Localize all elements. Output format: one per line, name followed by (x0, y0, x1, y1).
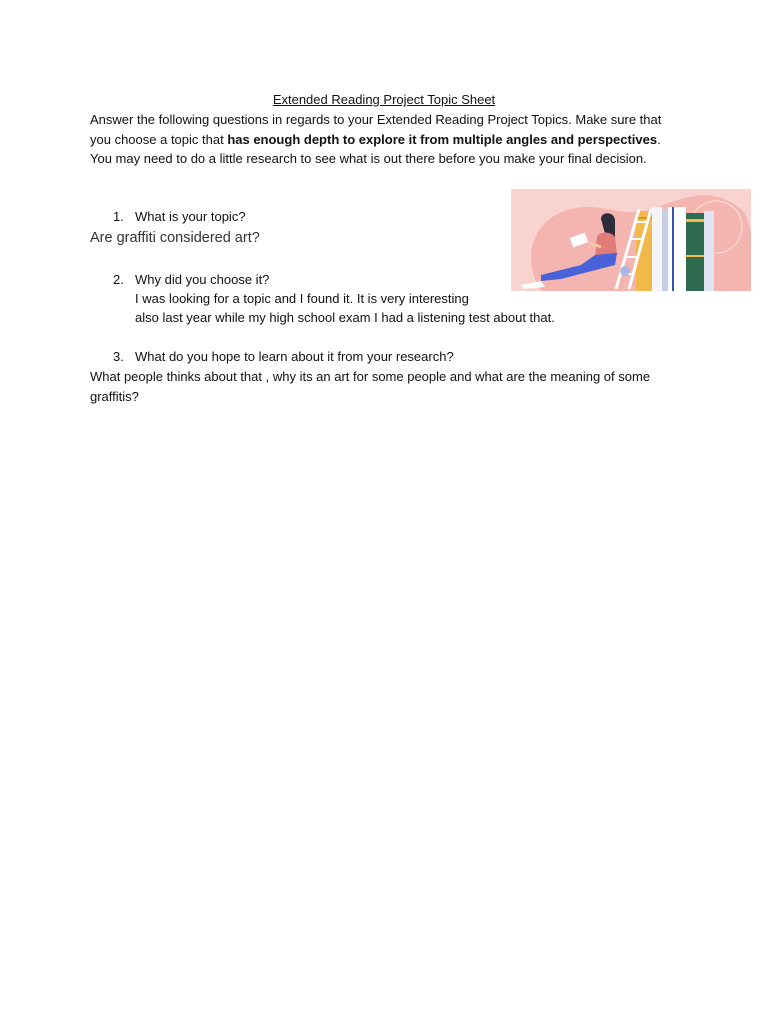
answer-2-line-2: also last year while my high school exam I had a listening test about that. (135, 310, 555, 325)
answer-1: Are graffiti considered art? (90, 230, 260, 246)
question-1-number: 1. (113, 209, 124, 224)
question-3-text: What do you hope to learn about it from your research? (135, 349, 454, 364)
document-title: Extended Reading Project Topic Sheet (272, 92, 496, 107)
intro-text-bold: has enough depth to explore it from multiple angles and perspectives (227, 131, 658, 147)
answer-2-line-1: I was looking for a topic and I found it. It is very interesting (135, 291, 469, 306)
answer-3: What people thinks about that , why its an art for some people and what are the meaning of some graffitis? (90, 369, 651, 404)
question-2-text: Why did you choose it? (135, 272, 270, 287)
intro-paragraph (90, 110, 680, 169)
question-1-text: What is your topic? (135, 209, 246, 224)
intro-text-part1: Answer the following questions in regards to your Extended Reading Project Topics. Make sure that you choose a topic that (90, 112, 662, 147)
question-3-number: 3. (113, 349, 124, 364)
question-2-number: 2. (113, 272, 124, 287)
question-3 (113, 347, 454, 366)
intro-text-part2: . You may need to do a little research to see what is out there before you make your final decision. (90, 131, 661, 166)
person-reading-books-illustration (511, 189, 751, 291)
question-1 (113, 207, 246, 226)
question-2 (113, 270, 269, 289)
